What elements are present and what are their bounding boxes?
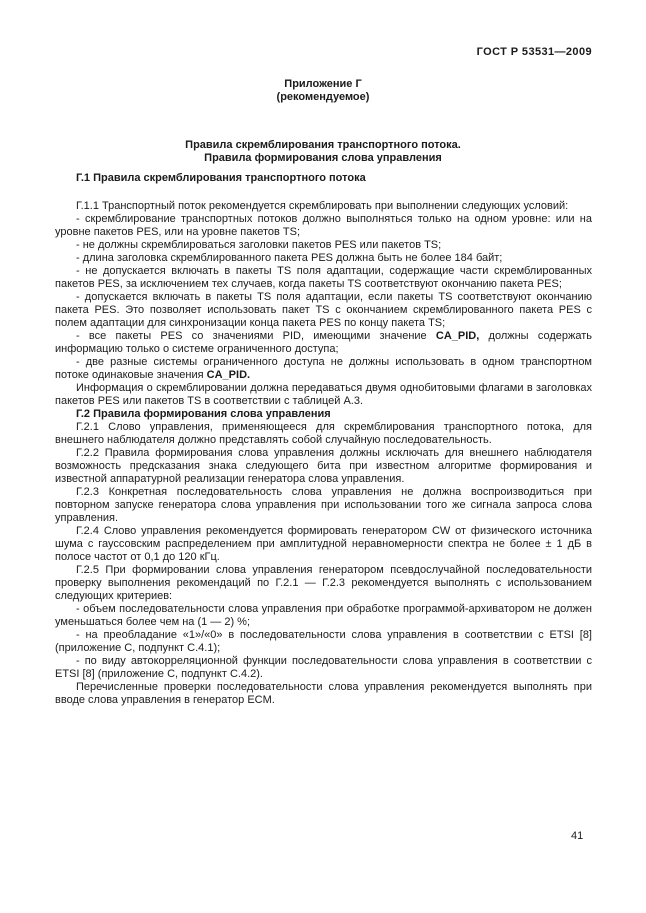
paragraph: - две разные системы ограниченного доступа не должны использовать в одном транспортном потоке одинаковые значения CA_PID. [55, 356, 592, 381]
section-heading: Г.2 Правила формирования слова управления [76, 408, 331, 420]
paragraph: Информация о скремблировании должна передаваться двумя однобитовыми флагами в заголовках пакетов PES или пакетов TS в соответствии с таблицей А.3. [55, 382, 592, 407]
paragraph: - объем последовательности слова управления при обработке программой-архиватором не должен уменьшаться более чем на (1 — 2) %; [55, 603, 592, 628]
paragraph: - не допускается включать в пакеты TS поля адаптации, содержащие части скремблированных пакетов PES, за исключением тех случаев, когда пакеты TS соответствуют окончанию пакета PES; [55, 265, 592, 290]
paragraph: - все пакеты PES со значениями PID, имеющими значение CA_PID, должны содержать информацию только о системе ограниченного доступа; [55, 330, 592, 355]
paragraph: Г.2.2 Правила формирования слова управления должны исключать для внешнего наблюдателя возможность предсказания знака следующего бита при известном алгоритме формирования и известной аппаратурной реализации генератора слова управления. [55, 447, 592, 485]
paragraph: - не должны скремблироваться заголовки пакетов PES или пакетов TS; [76, 239, 442, 251]
paragraph: Г.1.1 Транспортный поток рекомендуется скремблировать при выполнении следующих условий: [76, 200, 569, 212]
paragraph: Г.2.3 Конкретная последовательность слова управления не должна воспроизводиться при повторном запуске генератора слова управления при использовании того же сигнала запроса слова управления. [55, 486, 592, 524]
paragraph: - по виду автокорреляционной функции последовательности слова управления в соответствии с ETSI [8] (приложение С, подпункт С.4.2). [55, 655, 592, 680]
paragraph: Г.2.4 Слово управления рекомендуется формировать генератором CW от физического источника шума с гауссовским распределением при амплитудной неравномерности спектра не более ± 1 дБ в полосе частот от 0,1 до 120 кГц. [55, 525, 592, 563]
paragraph: - допускается включать в пакеты TS поля адаптации, если пакеты TS соответствуют окончанию пакета PES. Это позволяет использовать пакет TS с окончанием скремблированного пакета PES с полем адаптации для синхронизации конца пакета PES по концу пакета TS; [55, 291, 592, 329]
document-body [55, 172, 592, 707]
appendix-block [0, 78, 646, 104]
doc-title-line1: Правила скремблирования транспортного потока. [185, 139, 461, 151]
doc-title-line2: Правила формирования слова управления [204, 152, 442, 164]
doc-title [0, 139, 646, 165]
paragraph: Перечисленные проверки последовательности слова управления рекомендуется выполнять при вводе слова управления в генератор ECM. [55, 681, 592, 706]
bold-term: CA_PID, [435, 330, 480, 342]
bold-term: CA_PID. [206, 369, 251, 381]
paragraph: Г.2.1 Слово управления, применяющееся для скремблирования транспортного потока, для внешнего наблюдателя должно представлять собой случайную последовательность. [55, 421, 592, 446]
paragraph: - длина заголовка скремблированного пакета PES должна быть не более 184 байт; [76, 252, 503, 264]
paragraph: - на преобладание «1»/«0» в последовательности слова управления в соответствии с ETSI [8] (приложение С, подпункт С.4.1); [55, 629, 592, 654]
appendix-label: Приложение Г [284, 78, 362, 90]
paragraph: - скремблирование транспортных потоков должно выполняться только на одном уровне: или на уровне пакетов PES, или на уровне пакетов TS; [55, 213, 592, 238]
appendix-note: (рекомендуемое) [276, 91, 370, 103]
paragraph: Г.2.5 При формировании слова управления генератором псевдослучайной последовательности проверку выполнения рекомендаций по Г.2.1 — Г.2.3 рекомендуется выполнять с использованием следующих критериев: [55, 564, 592, 602]
page-number: 41 [571, 830, 584, 842]
doc-code-header: ГОСТ Р 53531—2009 [476, 46, 592, 58]
section-heading: Г.1 Правила скремблирования транспортного потока [76, 172, 366, 184]
